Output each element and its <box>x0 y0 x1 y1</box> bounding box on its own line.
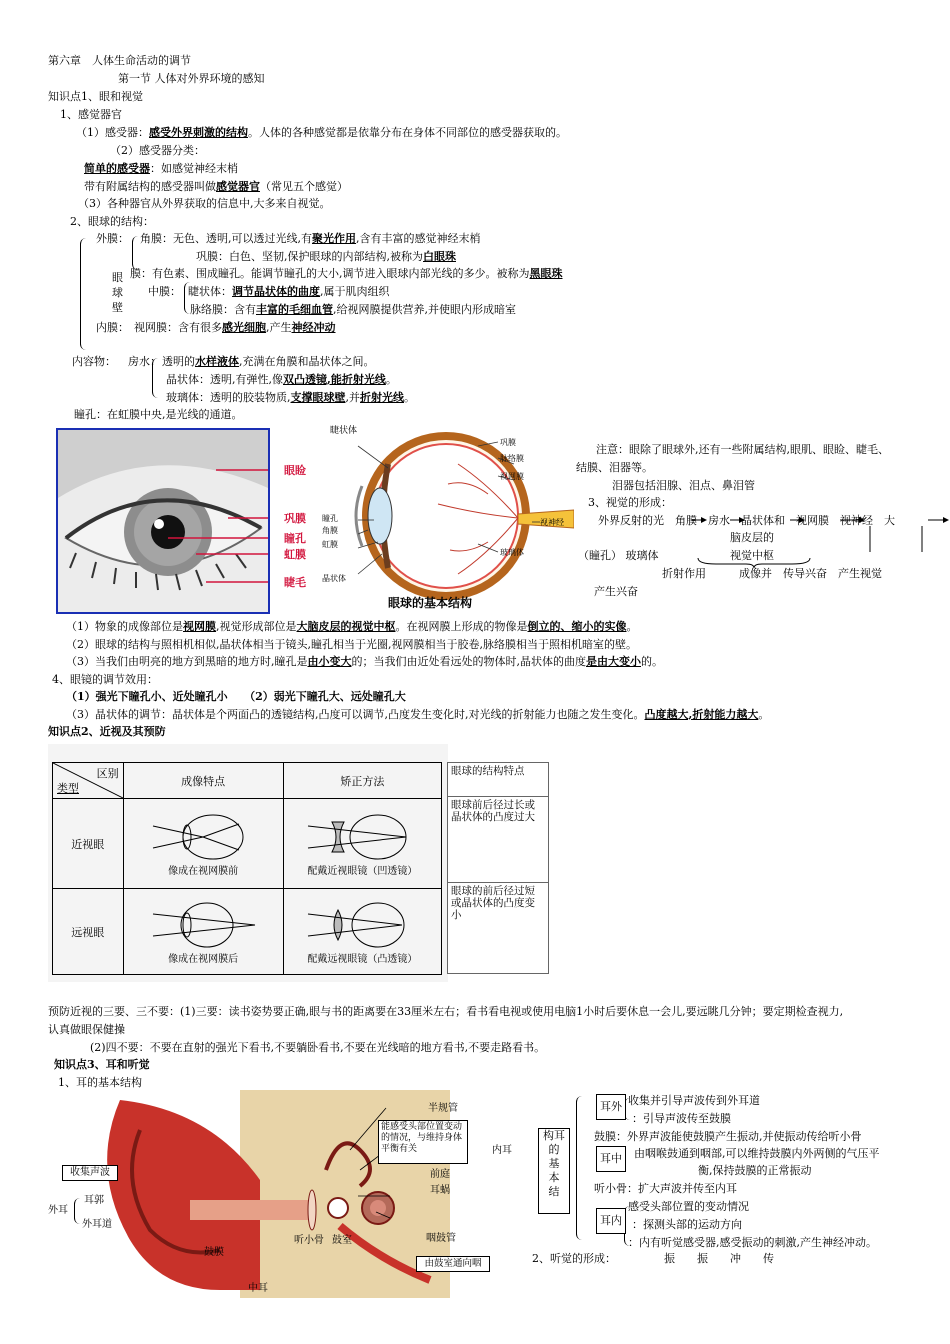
vision-brain: 脑皮层的 <box>730 531 774 544</box>
outer-brace <box>132 236 139 270</box>
eyeball-wall-label: 眼 球 壁 <box>112 271 123 314</box>
ear-label-tympanic: 鼓室 <box>332 1235 352 1246</box>
contents-label: 内容物： <box>72 355 116 368</box>
ear-vestibule-note: 能感受头部位置变动的情况，与维持身体平衡有关 <box>378 1120 468 1164</box>
camera-line: （2）眼球的结构与照相机相似,晶状体相当于镜头,瞳孔相当于光圈,视网膜相当于胶卷,脉络膜相当于照相机暗室的壁。 <box>66 638 637 651</box>
myopia-table <box>52 762 442 975</box>
prevent-line-2: (2)四不要：不要在直射的强光下看书,不要躺卧看书,不要在光线暗的地方看书,不要走路看书。 <box>90 1041 546 1054</box>
diagram-label-pupil: 瞳孔 <box>322 514 338 523</box>
eyeball-diagram <box>318 424 574 614</box>
middle-ear-fn-3: 衡,保持鼓膜的正常振动 <box>698 1164 812 1177</box>
diagram-label-choroid: 脉络膜 <box>500 454 524 463</box>
ear-label-ossicles: 听小骨 <box>294 1235 324 1246</box>
hyperopia-imaging-cell <box>123 889 283 975</box>
ear-label-collect: 收集声波 <box>62 1165 118 1181</box>
middle-ear-fn-4: 听小骨：扩大声波并传至内耳 <box>594 1182 737 1195</box>
ear-label-auricle: 耳郭 <box>84 1195 104 1206</box>
ear-tube-note: 由鼓室通向咽 <box>416 1256 490 1272</box>
ciliary-line: 睫状体：调节晶状体的曲度,属于肌肉组织 <box>188 285 390 298</box>
adjust-line: （1）强光下瞳孔小、近处瞳孔小 （2）弱光下瞳孔大、远处瞳孔大 <box>66 690 406 703</box>
box-inner-ear: 耳内 <box>596 1208 626 1234</box>
iris-line: 膜：有色素、围成瞳孔。能调节瞳孔的大小,调节进入眼球内部光线的多少。被称为黑眼珠 <box>130 267 563 280</box>
header-type: 类型 <box>57 782 79 795</box>
ear-label-cochlea: 耳蜗 <box>430 1185 450 1196</box>
outline-brace <box>80 238 91 350</box>
inner-ear-fn-1: 感受头部位置的变动情况 <box>628 1200 749 1213</box>
photo-label-sclera: 巩膜 <box>284 512 306 525</box>
myopia-imaging-figure <box>143 812 263 862</box>
eye-photo <box>56 428 270 614</box>
side-hyperopia-cell: 眼球的前后径过短或晶状体的凸度变小 <box>447 882 549 974</box>
myopia-imaging-caption: 像成在视网膜前 <box>168 866 239 877</box>
diagram-caption: 眼球的基本结构 <box>388 596 473 610</box>
side-header-cell: 眼球的结构特点 <box>447 762 549 800</box>
hyperopia-fix-caption: 配戴远视眼镜（凸透镜） <box>307 954 418 965</box>
adjust-heading: 4、眼镜的调节效用： <box>52 673 158 686</box>
myopia-fix-cell <box>283 799 441 889</box>
outer-membrane-label: 外膜： <box>96 232 129 245</box>
row-type-myopia: 近视眼 <box>53 799 124 889</box>
outer-ear-fn-1: 收集并引导声波传到外耳道 <box>628 1094 760 1107</box>
ear-label-inner: 内耳 <box>492 1145 512 1156</box>
ear-label-outer: 外耳 <box>48 1205 68 1216</box>
myopia-fix-caption: 配戴近视眼镜（凹透镜） <box>307 866 418 877</box>
diagram-label-ciliary: 睫状体 <box>330 426 358 436</box>
box-middle-ear: 耳中 <box>596 1146 626 1172</box>
lens-adjust-line: （3）晶状体的调节：晶状体是个两面凸的透镜结构,凸度可以调节,凸度发生变化时,对光线的折射能力也随之发生变化。凸度越大,折射能力越大。 <box>66 708 770 721</box>
vision-heading: 3、视觉的形成： <box>588 496 672 509</box>
ear-label-semicircular: 半规管 <box>428 1103 458 1114</box>
note-line-1: 注意：眼除了眼球外,还有一些附属结构,眼肌、眼睑、睫毛、 <box>596 443 889 456</box>
ear-outer-brace <box>74 1198 81 1224</box>
imaging-line: （1）物象的成像部位是视网膜,视觉形成部位是大脑皮层的视觉中枢。在视网膜上形成的物像是倒立的、缩小的实像。 <box>66 620 638 633</box>
table-row <box>53 889 442 975</box>
kp2-title: 知识点2、近视及其预防 <box>48 725 166 738</box>
prevent-line-1b: 认真做眼保健操 <box>48 1023 125 1036</box>
ear-heading: 1、耳的基本结构 <box>58 1076 142 1089</box>
table-corner <box>53 763 124 799</box>
sclera-line: 巩膜：白色、坚韧,保护眼球的内部结构,被称为白眼珠 <box>196 250 456 263</box>
inner-ear-fn-3: ：内有听觉感受器,感受振动的刺激,产生神经冲动。 <box>628 1236 877 1249</box>
header-diff: 区别 <box>96 767 119 780</box>
photo-label-iris: 虹膜 <box>284 548 306 561</box>
prevent-line-1: 预防近视的三要、三不要：(1)三要：读书姿势要正确,眼与书的距离要在33厘米左右；看书看电视或使用电脑1小时后要休息一会儿,要远眺几分钟；要定期检查视力, <box>48 1005 844 1018</box>
receptor-heading: 1、感觉器官 <box>60 108 122 121</box>
lens-line: 晶状体：透明,有弹性,像双凸透镜,能折射光线。 <box>166 373 397 386</box>
hyperopia-fix-cell <box>283 889 441 975</box>
vision-steps: 折射作用 成像并 传导兴奋 产生视觉 <box>662 567 882 580</box>
hearing-steps: 振 振 冲 传 <box>664 1252 774 1265</box>
photo-label-eyelid: 眼睑 <box>284 464 306 477</box>
hyperopia-fix-figure <box>302 900 422 950</box>
sense-organ: 带有附属结构的感受器叫做感觉器官（常见五个感觉） <box>84 180 348 193</box>
box-outer-ear: 耳外 <box>596 1094 626 1120</box>
myopia-fix-figure <box>302 812 422 862</box>
ear-label-eardrum: 鼓膜 <box>204 1247 224 1258</box>
header-correction: 矫正方法 <box>283 763 441 799</box>
receptor-types: （2）感受器分类： <box>110 144 205 157</box>
note-line-3: 泪器包括泪腺、泪点、鼻泪管 <box>612 479 755 492</box>
side-myopia-cell: 眼球前后径过长或晶状体的凸度过大 <box>447 796 549 886</box>
cornea-line: 角膜：无色、透明,可以透过光线,有聚光作用,含有丰富的感觉神经末梢 <box>140 232 481 245</box>
vision-arrows <box>672 512 950 552</box>
hearing-heading: 2、听觉的形成： <box>532 1252 616 1265</box>
vitreous-line: 玻璃体：透明的胶装物质,支撑眼球壁,并折射光线。 <box>166 391 415 404</box>
aqueous-line: 透明的水样液体,充满在角膜和晶状体之间。 <box>162 355 375 368</box>
ear-label-vestibule: 前庭 <box>430 1169 450 1180</box>
ear-label-middle: 中耳 <box>248 1283 268 1294</box>
kp3-title: 知识点3、耳和听觉 <box>54 1058 150 1071</box>
kp1-title: 知识点1、眼和视觉 <box>48 90 143 103</box>
vision-info: （3）各种器官从外界获取的信息中,大多来自视觉。 <box>78 197 331 210</box>
middle-ear-fn-2: 由咽喉鼓通到咽部,可以维持鼓膜内外两侧的气压平 <box>634 1147 880 1160</box>
choroid-line: 脉络膜：含有丰富的毛细血管,给视网膜提供营养,并使眼内形成暗室 <box>190 303 516 316</box>
retina-line: 视网膜：含有很多感光细胞,产生神经冲动 <box>134 321 336 334</box>
row-type-hyperopia: 远视眼 <box>53 889 124 975</box>
section-title: 第一节 人体对外界环境的感知 <box>118 72 265 85</box>
eye-structure-heading: 2、眼球的结构： <box>70 215 154 228</box>
myopia-imaging-cell <box>123 799 283 889</box>
inner-ear-fn-2: ：探测头部的运动方向 <box>632 1218 742 1231</box>
table-row <box>53 799 442 889</box>
note-line-2: 结膜、泪器等。 <box>576 461 653 474</box>
photo-label-pupil: 瞳孔 <box>284 532 306 545</box>
photo-label-eyelash: 睫毛 <box>284 576 306 589</box>
diagram-label-retina: 视网膜 <box>500 472 524 481</box>
hyperopia-imaging-figure <box>143 900 263 950</box>
vision-center: 视觉中枢 <box>730 549 774 562</box>
header-imaging: 成像特点 <box>123 763 283 799</box>
outer-ear-fn-2: ：引导声波传至鼓膜 <box>632 1112 731 1125</box>
diagram-label-lens: 晶状体 <box>322 574 346 583</box>
pupil-line: 瞳孔：在虹膜中央,是光线的通道。 <box>74 408 243 421</box>
middle-membrane-label: 中膜： <box>148 285 181 298</box>
ear-label-canal: 外耳道 <box>82 1219 112 1230</box>
diagram-label-iris: 虹膜 <box>322 540 338 549</box>
inner-membrane-label: 内膜： <box>96 321 129 334</box>
diagram-label-sclera: 巩膜 <box>500 438 516 447</box>
receptor-def: （1）感受器：感受外界刺激的结构。人体的各种感觉都是依靠分布在身体不同部位的感受器获取的。 <box>76 126 567 139</box>
simple-receptor: 简单的感受器：如感觉神经末梢 <box>84 162 238 175</box>
chapter-title: 第六章 人体生命活动的调节 <box>48 54 191 67</box>
ear-label-tube: 咽鼓管 <box>426 1233 456 1244</box>
diagram-label-optic-nerve: 视神经 <box>540 518 564 527</box>
middle-ear-fn-1: 鼓膜：外界声波能使鼓膜产生振动,并使振动传给听小骨 <box>594 1130 862 1143</box>
diagram-label-vitreous: 玻璃体 <box>500 548 524 557</box>
light-line: （3）当我们由明亮的地方到黑暗的地方时,瞳孔是由小变大的；当我们由近处看远处的物体时,晶状体的曲度是由大变小的。 <box>66 655 663 668</box>
vision-excite: 产生兴奋 <box>594 585 638 598</box>
vision-flow: 外界反射的光 角膜 房水 晶状体和 视网膜 视神经 大 <box>598 514 895 527</box>
ear-structure-label: 构耳 的 基 本 结 <box>538 1128 570 1214</box>
hyperopia-imaging-caption: 像成在视网膜后 <box>168 954 239 965</box>
diagram-label-cornea: 角膜 <box>322 526 338 535</box>
aqueous-label: 房水： <box>128 355 161 368</box>
ear-outline-brace <box>576 1096 585 1240</box>
vision-pupil: （瞳孔） 玻璃体 <box>578 549 659 562</box>
